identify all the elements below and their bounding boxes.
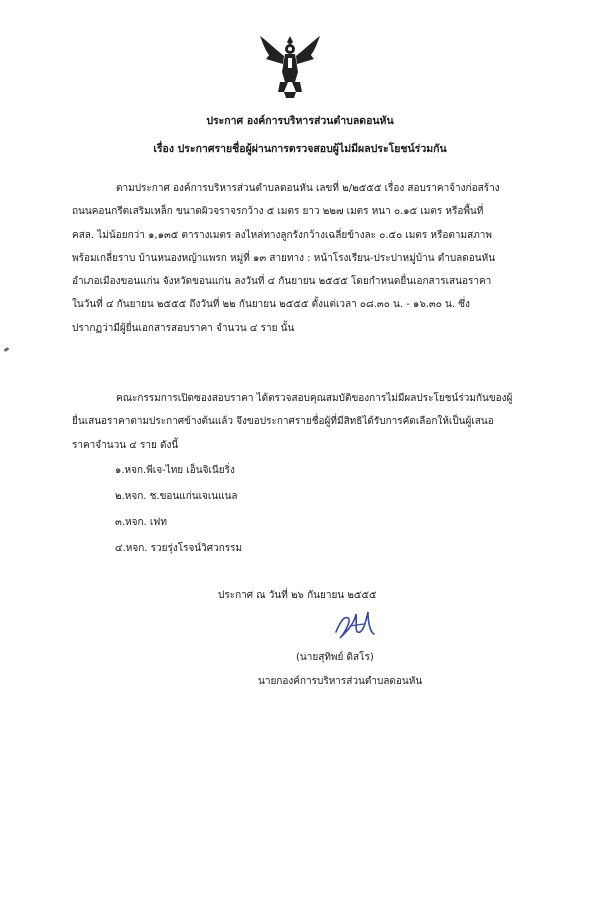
announcement-date: ประกาศ ณ วันที่ ๒๖ กันยายน ๒๕๕๕ [218,590,377,601]
garuda-emblem-icon [256,32,324,100]
signer-name: (นายสุทิพย์ ดิสโร) [296,652,374,663]
paragraph-line: คสล. ไม่น้อยกว่า ๑,๑๓๕ ตารางเมตร ลงไหล่ทางลูกรังกว้างเฉลี่ยข้างละ ๐.๕๐ เมตร หรือตามสภาพ [72,229,492,241]
paragraph-line: ยื่นเสนอราคาตามประกาศข้างต้นแล้ว จึงขอประกาศรายชื่อผู้ที่มีสิทธิได้รับการคัดเลือกให้เป็นผู้เสนอ [72,416,494,428]
paragraph-line: พร้อมเกลี่ยราบ บ้านหนองหญ้าแพรก หมู่ที่ ๑๓ สายทาง : หน้าโรงเรียน-ประปาหมู่บ้าน ตำบลดอนหัน [72,252,496,264]
paragraph-line: ราคาจำนวน ๔ ราย ดังนี้ [72,439,179,451]
paragraph-2 [72,387,532,457]
paragraph-line: ปรากฏว่ามีผู้ยื่นเอกสารสอบราคา จำนวน ๔ ราย นั้น [72,322,295,334]
list-item: ๔.หจก. รวยรุ่งโรจน์วิศวกรรม [115,543,243,554]
paragraph-line: อำเภอเมืองขอนแก่น จังหวัดขอนแก่น ลงวันที่ ๔ กันยายน ๒๕๕๕ โดยกำหนดยื่นเอกสารเสนอราคา [72,276,492,288]
scan-speck [4,347,10,352]
bidder-list [115,458,242,562]
paragraph-line: ถนนคอนกรีตเสริมเหล็ก ขนาดผิวจราจรกว้าง ๕ เมตร ยาว ๒๒๗ เมตร หนา ๐.๑๕ เมตร หรือพื้นที่ [72,206,484,218]
list-item: ๑.หจก.พีเจ-ไทย เอ็นจิเนียริ่ง [115,465,235,476]
paragraph-line: คณะกรรมการเปิดซองสอบราคา ได้ตรวจสอบคุณสมบัติของการไม่มีผลประโยชน์ร่วมกันของผู้ [116,393,513,404]
paragraph-1 [72,177,532,340]
handwritten-signature-icon [330,604,378,644]
list-item: ๓.หจก. เฟท [115,517,167,528]
signer-position: นายกองค์การบริหารส่วนตำบลดอนหัน [258,676,423,687]
document-title: ประกาศ องค์การบริหารส่วนตำบลดอนหัน [206,115,394,127]
paragraph-line: ตามประกาศ องค์การบริหารส่วนตำบลดอนหัน เลขที่ ๒/๒๕๕๕ เรื่อง สอบราคาจ้างก่อสร้าง [116,183,500,194]
list-item: ๒.หจก. ช.ขอนแก่นเจเนแนล [115,491,238,502]
document-subject: เรื่อง ประกาศรายชื่อผู้ผ่านการตรวจสอบผู้ไม่มีผลประโยชน์ร่วมกัน [153,143,447,155]
paragraph-line: ในวันที่ ๔ กันยายน ๒๕๕๕ ถึงวันที่ ๒๒ กันยายน ๒๕๕๕ ตั้งแต่เวลา ๐๘.๓๐ น. - ๑๖.๓๐ น. ซึ่ง [72,299,470,311]
